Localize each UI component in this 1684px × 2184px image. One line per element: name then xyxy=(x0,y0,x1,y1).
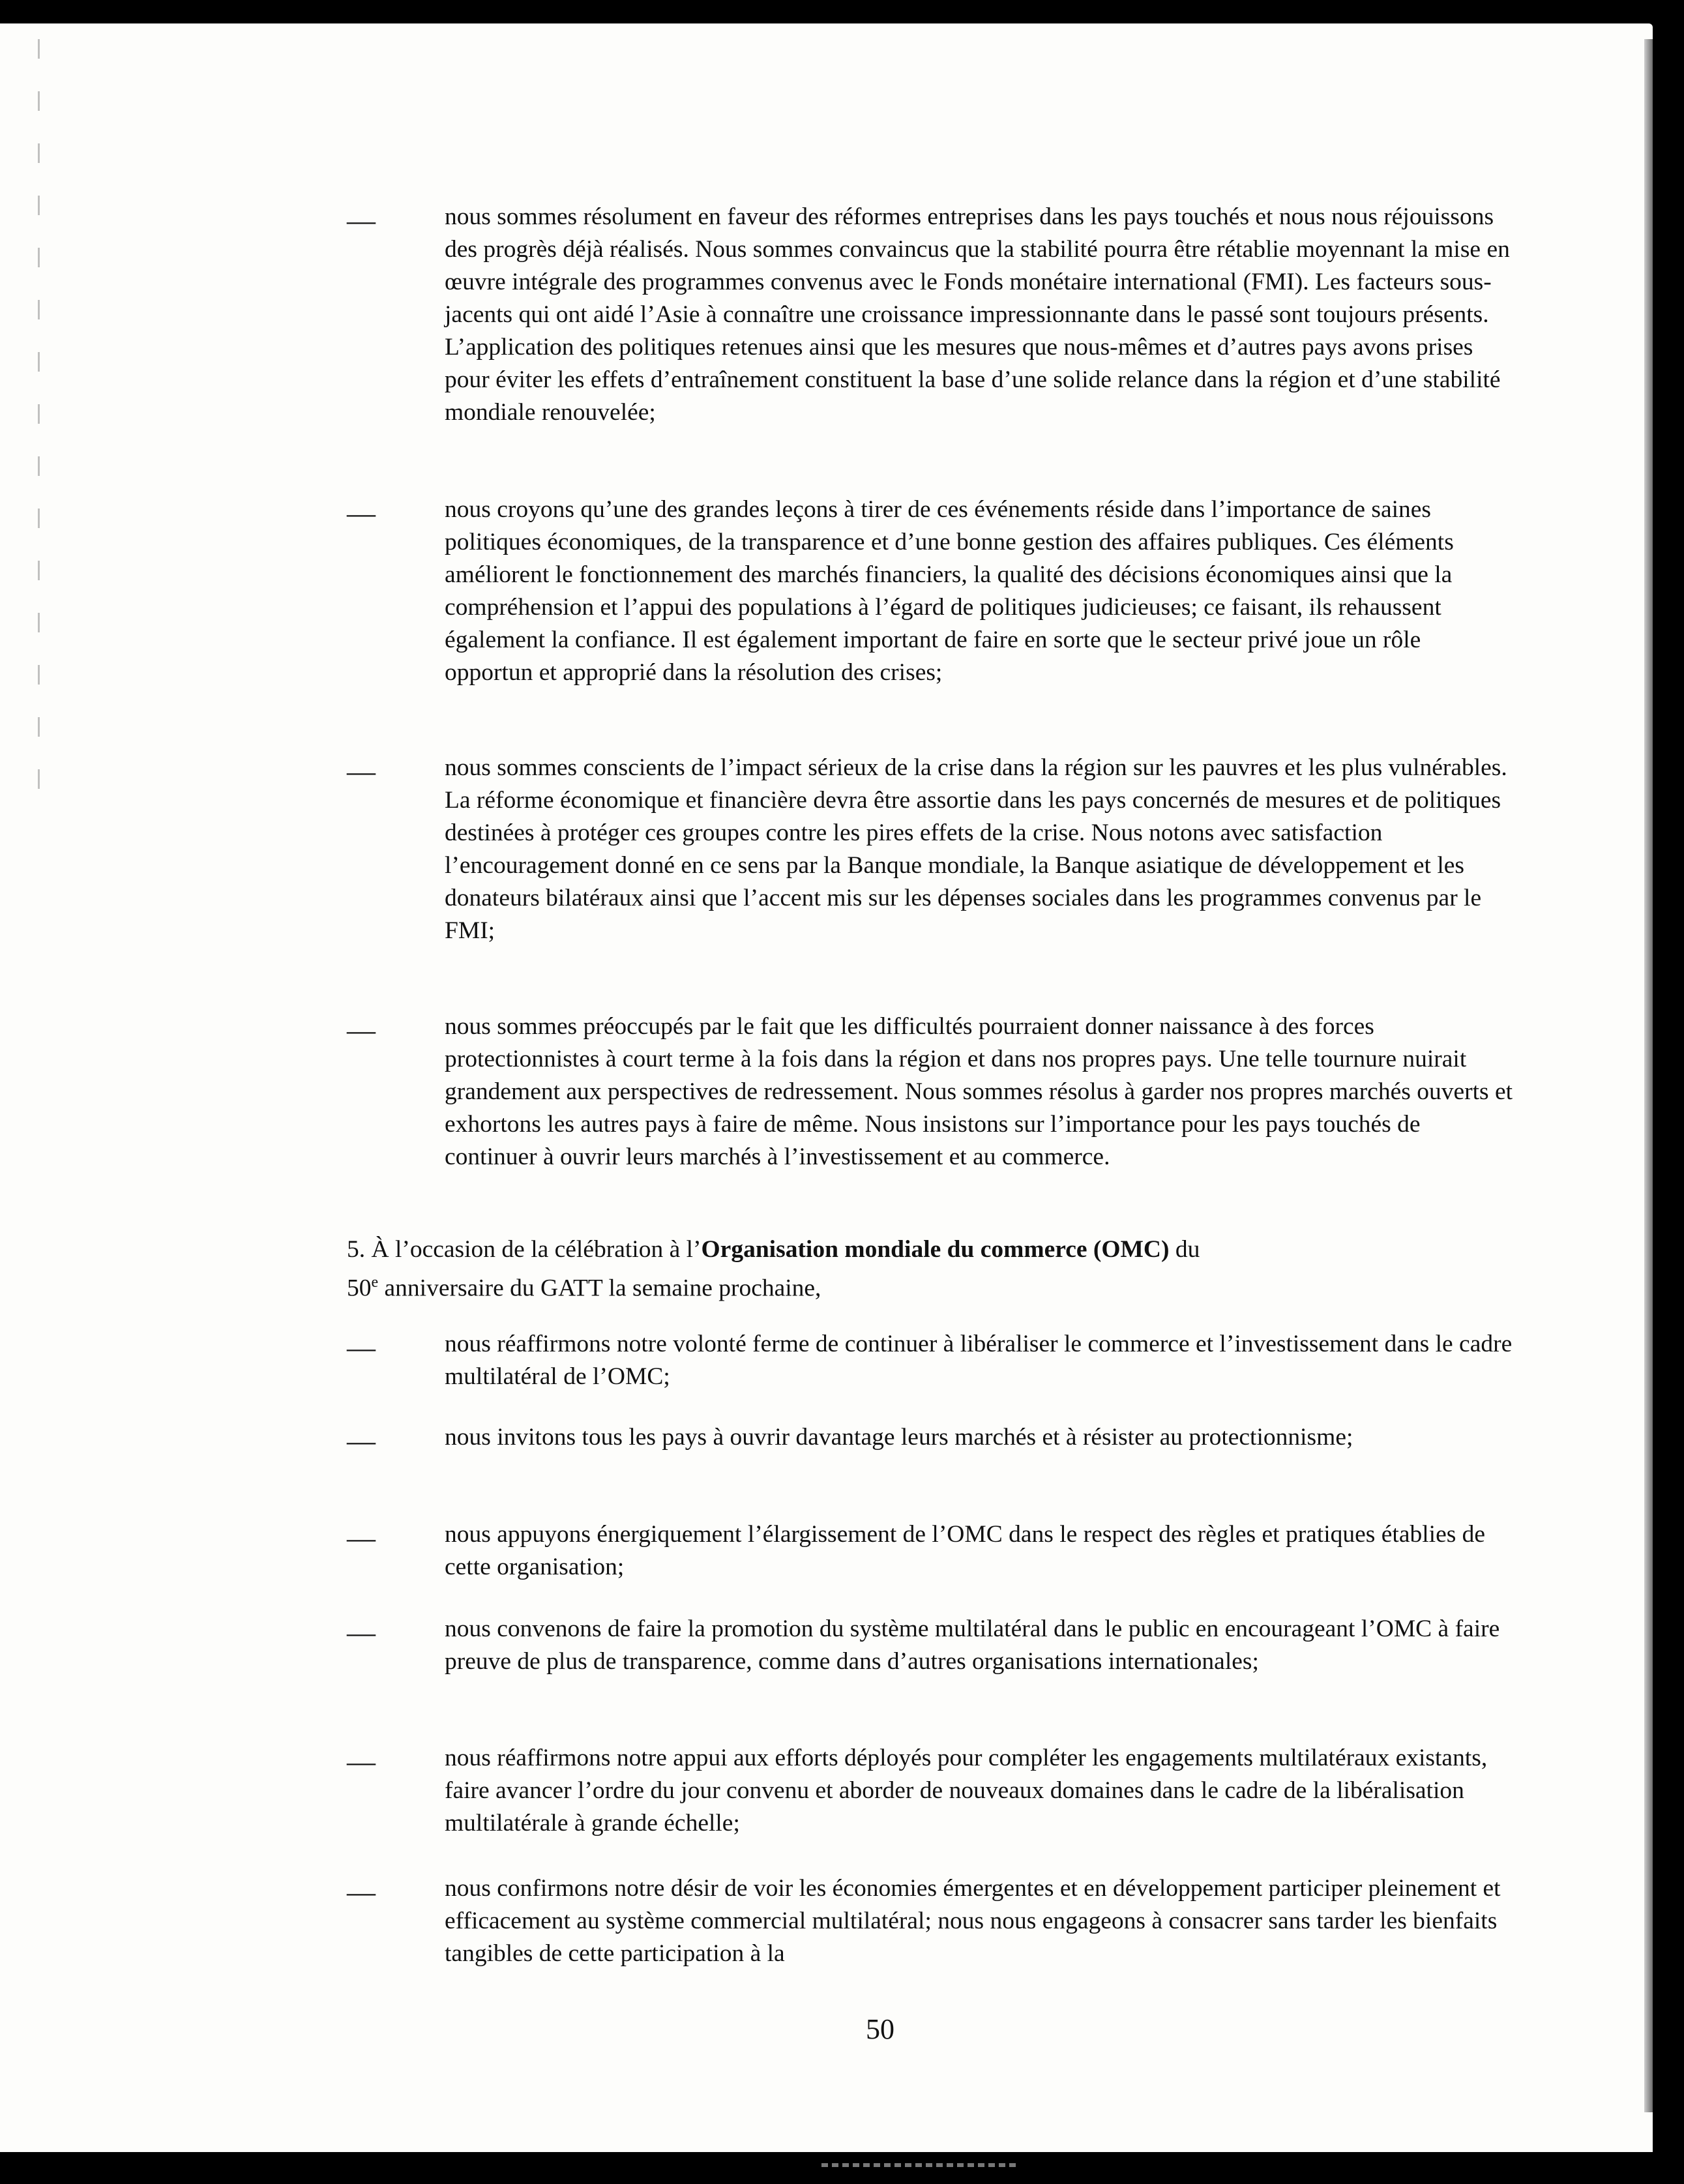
bullet-dash: — xyxy=(347,1014,376,1046)
ordinal-suffix: e xyxy=(371,1274,379,1291)
page-number: 50 xyxy=(866,2013,894,2045)
bullet-text: nous sommes préoccupés par le fait que les difficultés pourraient donner naissance à des forces protectionnistes à court terme à la fois dans la région et dans nos propres pays. Une telle tournure nuirait grandement aux perspectives de redressement. Nous sommes résolus à garder nos propres marchés ouverts et exhortons les autres pays à faire de même. Nous insistons sur l’importance pour les pays touchés de continuer à ouvrir leurs marchés à l’investissement et au commerce. xyxy=(445,1013,1513,1170)
anniversary-number: 50 xyxy=(347,1275,372,1302)
intro-text-end: du xyxy=(1169,1236,1200,1263)
bullet-text: nous confirmons notre désir de voir les économies émergentes et en développement participer pleinement et efficacement au système commercial multilatéral; nous nous engageons à consacrer sans tarder les bienfaits tangibles de cette participation à la xyxy=(445,1875,1501,1967)
bullet-dash: — xyxy=(347,1746,376,1778)
bullet-text: nous sommes résolument en faveur des réformes entreprises dans les pays touchés et nous nous réjouissons des progrès déjà réalisés. Nous sommes convaincus que la stabilité pourra être rétablie moyennant la mise en œuvre intégrale des programmes convenus avec le Fonds monétaire international (FMI). Les facteurs sous-jacents qui ont aidé l’Asie à connaître une croissance impressionnante dans le passé sont toujours présents. L’application des politiques retenues ainsi que les mesures que nous-mêmes et d’autres pays avons prises pour éviter les effets d’entraînement constituent la base d’une solide relance dans la région et d’une stabilité mondiale renouvelée; xyxy=(445,203,1510,426)
bullet-dash: — xyxy=(347,1332,376,1364)
intro-text: 5. À l’occasion de la célébration à l’ xyxy=(347,1236,702,1263)
bullet-dash: — xyxy=(347,1425,376,1457)
bullet-text: nous croyons qu’une des grandes leçons à tirer de ces événements réside dans l’importance de saines politiques économiques, de la transparence et d’une bonne gestion des affaires publiques. Ces éléments améliorent le fonctionnement des marchés financiers, la qualité des décisions économiques ainsi que la compréhension et l’appui des populations à l’égard de politiques judicieuses; ce faisant, ils rehaussent également la confiance. Il est également important de faire en sorte que le secteur privé joue un rôle opportun et approprié dans la résolution des crises; xyxy=(445,496,1454,686)
bullet-dash: — xyxy=(347,1522,376,1554)
section-5-intro xyxy=(347,1233,1468,1305)
bullet-dash: — xyxy=(347,1876,376,1908)
bullet-dash: — xyxy=(347,205,376,237)
bullet-text: nous convenons de faire la promotion du système multilatéral dans le public en encourageant l’OMC à faire preuve de plus de transparence, comme dans d’autres organisations internationales; xyxy=(445,1616,1500,1675)
omc-bold-term: Organisation mondiale du commerce (OMC) xyxy=(701,1236,1170,1263)
anniversary-text: anniversaire du GATT la semaine prochaine, xyxy=(378,1275,821,1302)
bullet-dash: — xyxy=(347,756,376,788)
bullet-text: nous réaffirmons notre volonté ferme de continuer à libéraliser le commerce et l’investissement dans le cadre multilatéral de l’OMC; xyxy=(445,1331,1513,1390)
bullet-text: nous réaffirmons notre appui aux efforts déployés pour compléter les engagements multilatéraux existants, faire avancer l’ordre du jour convenu et aborder de nouveaux domaines dans le cadre de la libéralisation multilatérale à grande échelle; xyxy=(445,1745,1488,1837)
bullet-dash: — xyxy=(347,497,376,529)
bullet-dash: — xyxy=(347,1617,376,1649)
bullet-text: nous appuyons énergiquement l’élargissement de l’OMC dans le respect des règles et pratiques établies de cette organisation; xyxy=(445,1521,1486,1580)
bullet-text: nous sommes conscients de l’impact sérieux de la crise dans la région sur les pauvres et les plus vulnérables. La réforme économique et financière devra être assortie dans les pays concernés de mesures et de politiques destinées à protéger ces groupes contre les pires effets de la crise. Nous notons avec satisfaction l’encouragement donné en ce sens par la Banque mondiale, la Banque asiatique de développement et les donateurs bilatéraux ainsi que l’accent mis sur les dépenses sociales dans les programmes convenus par le FMI; xyxy=(445,754,1507,944)
bullet-text: nous invitons tous les pays à ouvrir davantage leurs marchés et à résister au protectionnisme; xyxy=(445,1424,1353,1451)
